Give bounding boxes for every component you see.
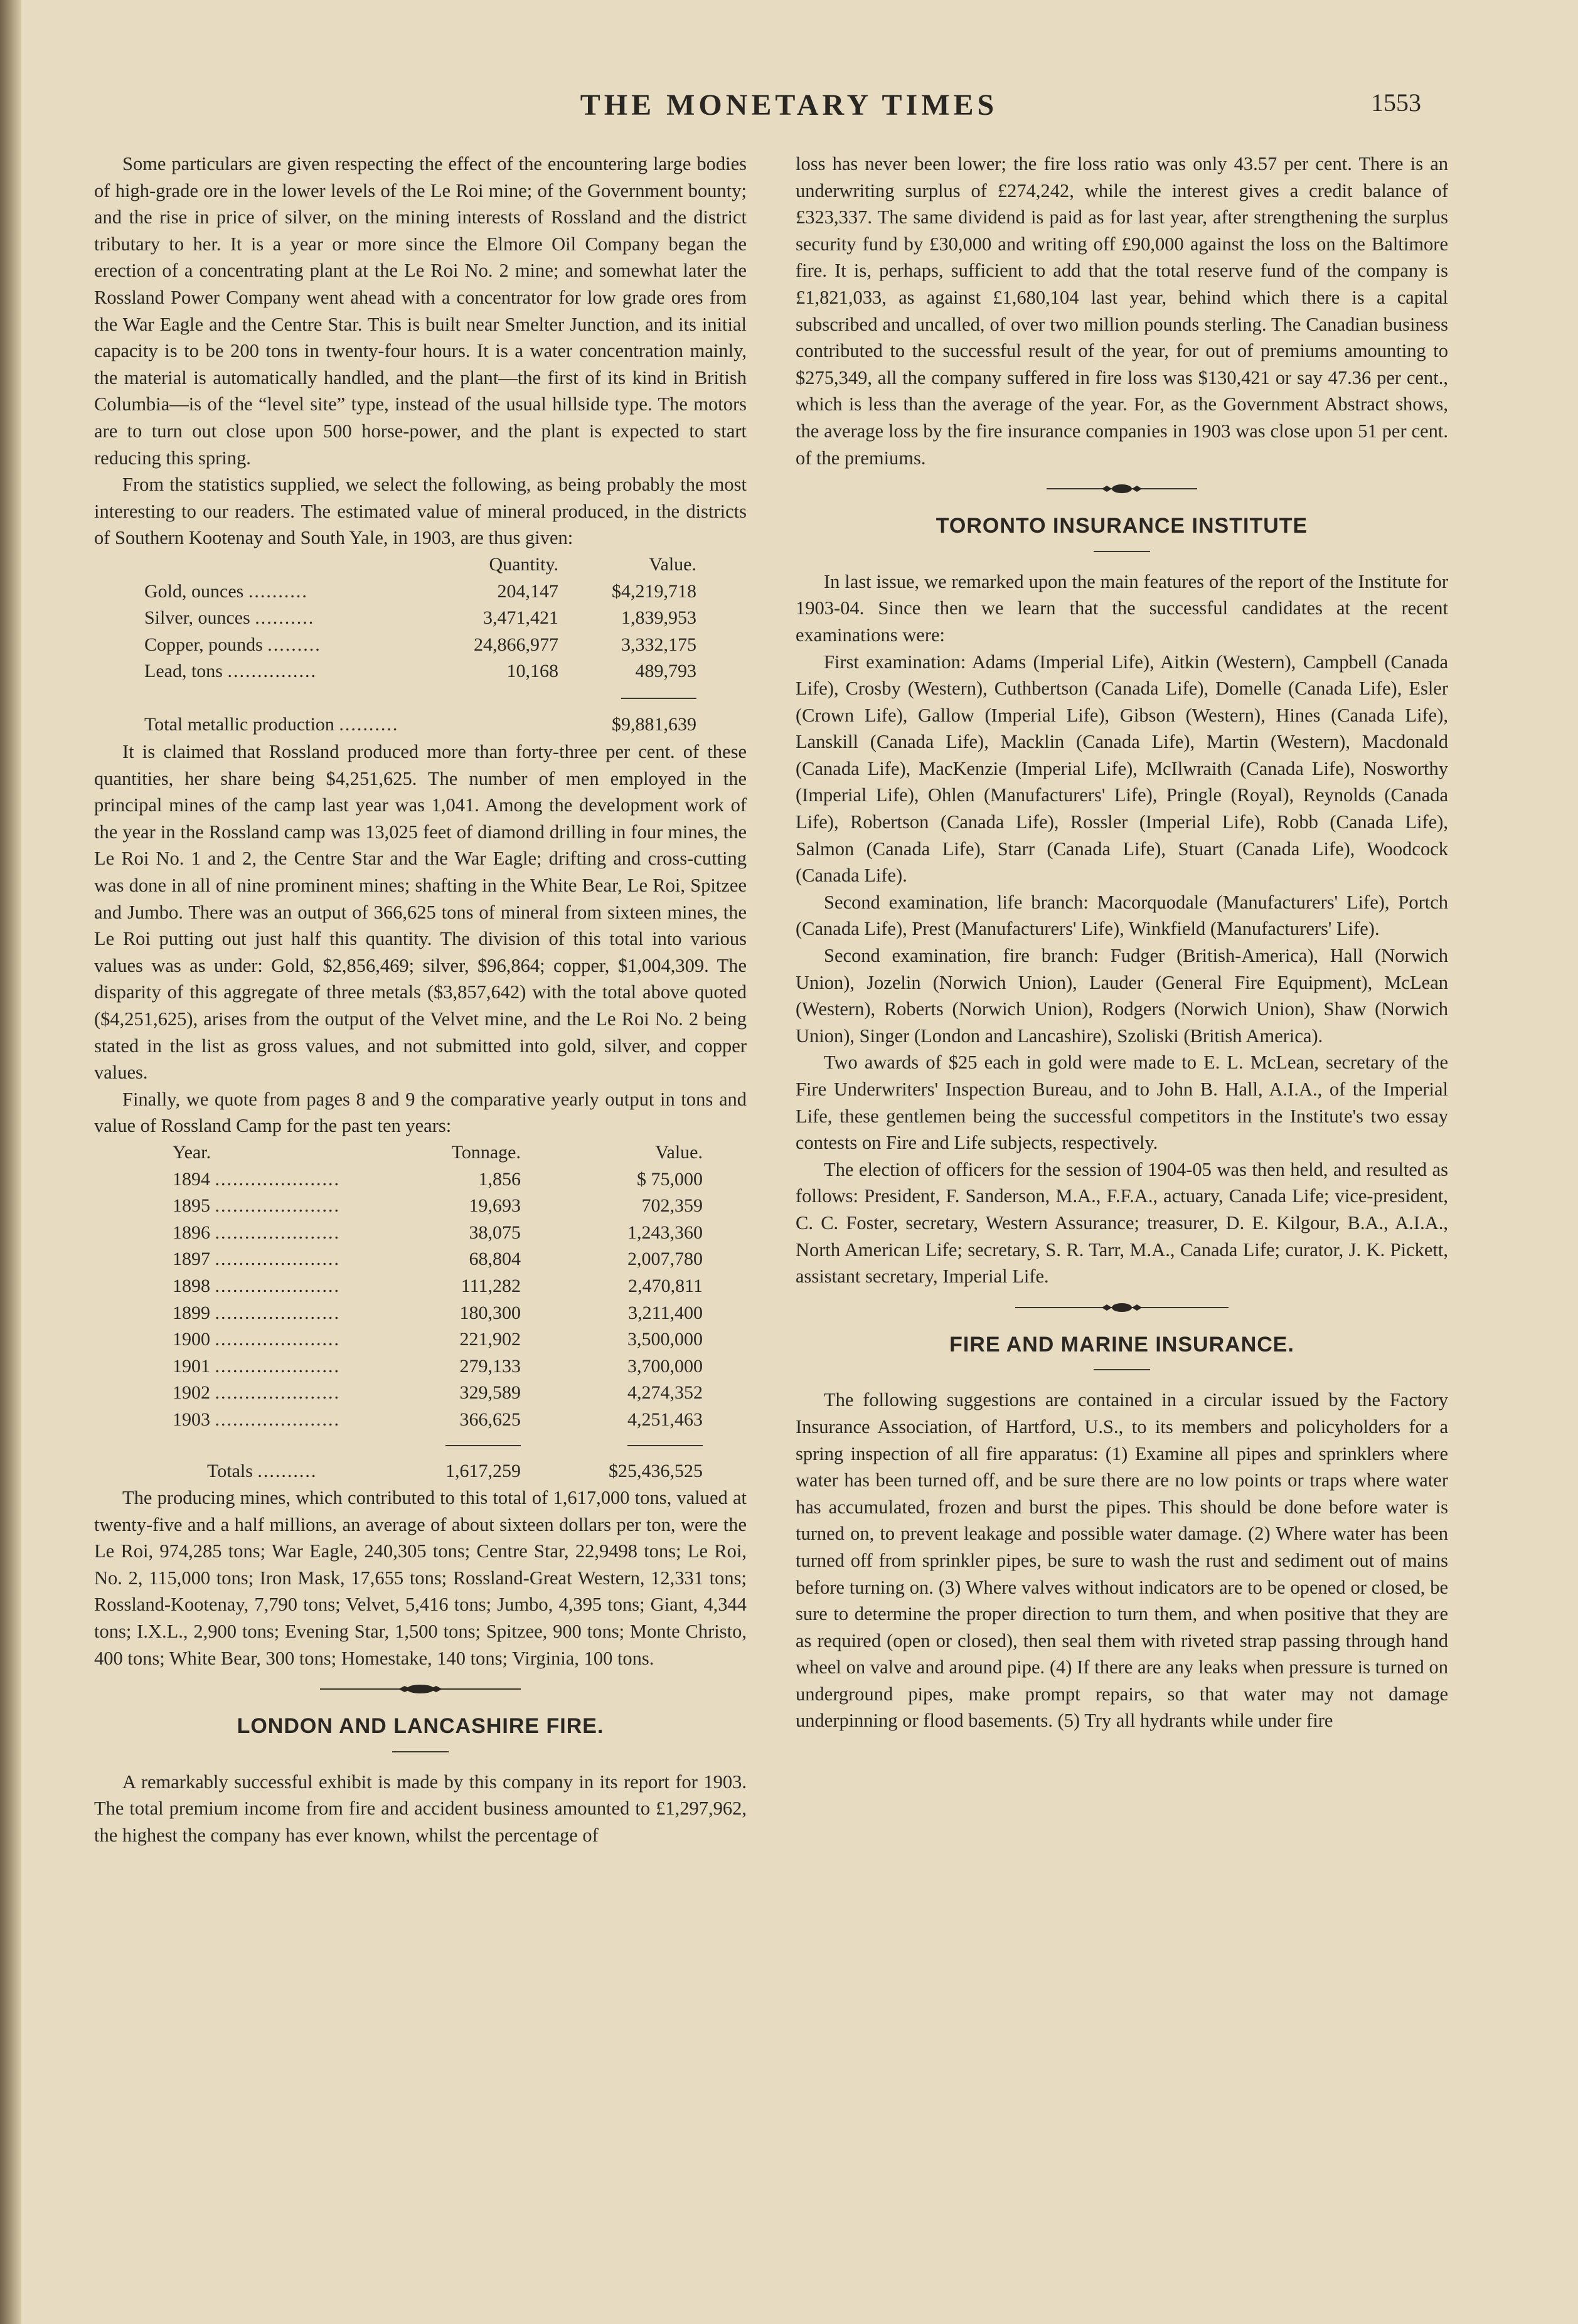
tonnage-cell: 19,693 bbox=[469, 1195, 521, 1217]
year-cell: 1900 bbox=[173, 1329, 210, 1350]
quantity-cell: 10,168 bbox=[506, 661, 558, 682]
year-cell: 1901 bbox=[173, 1355, 210, 1377]
tonnage-cell: 329,589 bbox=[459, 1382, 521, 1404]
paragraph: A remarkably successful exhibit is made by this company in its report for 1903. The total premium income from fire and accident business amounted to £1,297,962, the highest the company has ever known, whilst the percentage of bbox=[94, 1771, 747, 1847]
paragraph: Second examination, life branch: Macorquodale (Manufacturers' Life), Portch (Canada Life), Prest (Manufacturers' Life), Winkfield (Manufacturers' Life). bbox=[796, 891, 1448, 940]
tonnage-cell: 1,856 bbox=[478, 1168, 521, 1190]
paragraph: Some particulars are given respecting the effect of the encountering large bodies of high-grade ore in the lower levels of the Le Roi mine; of the Government bounty; and the rise in price of silver, on the mining interests of Rossland and the district tributary to her. It is a year or more since the Elmore Oil Company began the erection of a concentrating plant at the Le Roi No. 2 mine; and somewhat later the Rossland Power Company went ahead with a concentrator for low grade ores from the War Eagle and the Centre Star. This is built near Smelter Junction, and its initial capacity is to be 200 tons in twenty-four hours. It is a water concentration mainly, the material is automatically handled, and the plant—the first of its kind in British Columbia—is of the “level site” type, instead of the usual hillside type. The motors are to turn out close upon 500 horse-power, and the plant is expected to start reducing this spring. bbox=[94, 153, 747, 469]
year-cell: 1897 bbox=[173, 1249, 210, 1270]
section-heading-fire-marine: FIRE AND MARINE INSURANCE. bbox=[949, 1332, 1294, 1357]
column-header: Quantity. bbox=[489, 553, 558, 575]
paragraph: First examination: Adams (Imperial Life), Aitkin (Western), Campbell (Canada Life), Crosby (Western), Cuthbertson (Canada Life), Domelle (Canada Life), Esler (Crown Life), Gallow (Imperial Life), Gibson (Western), Hines (Canada Life), Lanskill (Canada Life), Macklin (Canada Life), Martin (Western), Macdonald (Canada Life), MacKenzie (Imperial Life), McIlwraith (Canada Life), Nosworthy (Imperial Life), Ohlen (Manufacturers' Life), Pringle (Royal), Reynolds (Canada Life), Robertson (Canada Life), Rossler (Imperial Life), Robb (Canada Life), Salmon (Canada Life), Starr (Canada Life), Stuart (Canada Life), Woodcock (Canada Life). bbox=[796, 651, 1448, 887]
sum-rule bbox=[627, 1445, 703, 1446]
value-cell: 2,007,780 bbox=[627, 1249, 703, 1270]
table-row: 1898 ..................... 111,282 2,470,811 bbox=[173, 1273, 703, 1300]
paragraph: It is claimed that Rossland produced more than forty-three per cent. of these quantities, her share being $4,251,625. The number of men employed in the principal mines of the camp last year was 1,041. Among the development work of the year in the Rossland camp was 13,025 feet of diamond drilling in four mines, the Le Roi No. 1 and 2, the Centre Star and the War Eagle; drifting and cross-cutting was done in all of nine prominent mines; shafting in the White Bear, Le Roi, Spitzee and Jumbo. There was an output of 366,625 tons of mineral from sixteen mines, the Le Roi putting out just half this quantity. The division of this total into various values was as under: Gold, $2,856,469; silver, $96,864; copper, $1,004,309. The disparity of this aggregate of three metals ($3,857,642) with the total above quoted ($4,251,625), arises from the output of the Velvet mine, and the Le Roi No. 2 being stated in the list as gross values, and not submitted into gold, silver, and copper values. bbox=[94, 741, 747, 1084]
tonnage-cell: 180,300 bbox=[459, 1302, 521, 1323]
total-tonnage: 1,617,259 bbox=[445, 1460, 521, 1481]
tonnage-cell: 111,282 bbox=[461, 1275, 521, 1296]
table-row: 1897 ..................... 68,804 2,007,780 bbox=[173, 1246, 703, 1273]
year-cell: 1894 bbox=[173, 1168, 210, 1190]
column-header: Tonnage. bbox=[451, 1141, 521, 1163]
column-header: Year. bbox=[173, 1141, 211, 1163]
quantity-cell: 24,866,977 bbox=[474, 634, 558, 655]
table-row: 1896 ..................... 38,075 1,243,360 bbox=[173, 1220, 703, 1247]
paragraph: Two awards of $25 each in gold were made to E. L. McLean, secretary of the Fire Underwriters' Inspection Bureau, and to John B. Hall, A.I.A., of the Imperial Life, these gentlemen being the successful competitors in the Institute's two essay contests on Fire and Life subjects, respectively. bbox=[796, 1052, 1448, 1154]
paragraph: The producing mines, which contributed to this total of 1,617,000 tons, valued at twenty-five and a half millions, an average of about sixteen dollars per ton, were the Le Roi, 974,285 tons; War Eagle, 240,305 tons; Centre Star, 22,9498 tons; Le Roi, No. 2, 115,000 tons; Iron Mask, 17,655 tons; Rossland-Great Western, 12,331 tons; Rossland-Kootenay, 7,790 tons; Velvet, 5,416 tons; Jumbo, 4,395 tons; Giant, 4,344 tons; I.X.L., 2,900 tons; Evening Star, 1,500 tons; Spitzee, 900 tons; Monte Christo, 400 tons; White Bear, 300 tons; Homestake, 140 tons; Virginia, 100 tons. bbox=[94, 1487, 747, 1669]
table-row: 1901 ..................... 279,133 3,700,000 bbox=[173, 1353, 703, 1380]
column-header: Value. bbox=[655, 1141, 703, 1163]
yearly-output-table bbox=[173, 1139, 703, 1484]
tonnage-cell: 366,625 bbox=[459, 1409, 521, 1430]
year-cell: 1896 bbox=[173, 1222, 210, 1243]
value-cell: 1,839,953 bbox=[621, 607, 696, 629]
section-ornament bbox=[1015, 1301, 1229, 1314]
row-label: Gold, ounces bbox=[144, 580, 244, 602]
section-heading-london: LONDON AND LANCASHIRE FIRE. bbox=[237, 1714, 604, 1739]
quantity-cell: 3,471,421 bbox=[483, 607, 558, 629]
sum-rule bbox=[621, 698, 696, 699]
value-cell: $4,219,718 bbox=[612, 580, 696, 602]
book-spine-edge bbox=[0, 0, 21, 2324]
year-cell: 1899 bbox=[173, 1302, 210, 1323]
mineral-production-table bbox=[144, 552, 696, 738]
section-ornament bbox=[1047, 482, 1197, 495]
tonnage-cell: 221,902 bbox=[459, 1329, 521, 1350]
table-total-row: Totals .......... 1,617,259 $25,436,525 bbox=[173, 1458, 703, 1485]
year-cell: 1898 bbox=[173, 1275, 210, 1296]
value-cell: 2,470,811 bbox=[628, 1275, 703, 1296]
paragraph: Finally, we quote from pages 8 and 9 the comparative yearly output in tons and value of Rossland Camp for the past ten years: bbox=[94, 1088, 747, 1137]
value-cell: 3,700,000 bbox=[627, 1355, 703, 1377]
page-number: 1553 bbox=[1371, 88, 1421, 117]
paragraph: Second examination, fire branch: Fudger (British-America), Hall (Norwich Union), Jozelin (Norwich Union), Lauder (General Fire Equipment), McLean (Western), Roberts (Norwich Union), Rodgers (Norwich Union), Shaw (Norwich Union), Singer (London and Lancashire), Szoliski (British America). bbox=[796, 945, 1448, 1047]
table-row: 1902 ..................... 329,589 4,274,352 bbox=[173, 1380, 703, 1407]
table-row: 1899 ..................... 180,300 3,211,400 bbox=[173, 1300, 703, 1327]
table-row: 1903 ..................... 366,625 4,251,463 bbox=[173, 1407, 703, 1434]
year-cell: 1895 bbox=[173, 1195, 210, 1217]
value-cell: 1,243,360 bbox=[627, 1222, 703, 1243]
tonnage-cell: 68,804 bbox=[469, 1249, 521, 1270]
table-row: Copper, pounds ......... 24,866,977 3,332,175 bbox=[144, 632, 696, 659]
left-column bbox=[94, 151, 747, 1849]
tonnage-cell: 38,075 bbox=[469, 1222, 521, 1243]
heading-rule bbox=[1094, 551, 1150, 552]
table-row: Silver, ounces .......... 3,471,421 1,839,953 bbox=[144, 605, 696, 632]
heading-rule bbox=[1094, 1369, 1150, 1370]
row-label: Silver, ounces bbox=[144, 607, 250, 629]
total-label: Totals bbox=[207, 1460, 253, 1481]
year-cell: 1902 bbox=[173, 1382, 210, 1404]
heading-rule bbox=[392, 1751, 449, 1752]
section-ornament bbox=[320, 1683, 521, 1695]
page-header bbox=[0, 88, 1578, 132]
table-row: 1894 ..................... 1,856 $ 75,000 bbox=[173, 1166, 703, 1193]
sum-rule bbox=[445, 1445, 521, 1446]
section-heading-toronto: TORONTO INSURANCE INSTITUTE bbox=[936, 514, 1308, 538]
masthead-title: THE MONETARY TIMES bbox=[580, 88, 998, 122]
column-header: Value. bbox=[649, 553, 696, 575]
paragraph: The following suggestions are contained in a circular issued by the Factory Insurance Association, of Hartford, U.S., to its members and policyholders for a spring inspection of all fire apparatus: (1) Examine all pipes and sprinklers where water has been turned off, and be sure there are no low points or traps where water has accumulated, frozen and burst the pipes. This should be done before water is turned on, to prevent leakage and possible water damage. (2) Where water has been turned off from sprinkler pipes, be sure to wash the rust and sediment out of mains before turning on. (3) Where valves without indicators are to be opened or closed, be sure to determine the proper direction to turn them, and when positive that they are as required (open or closed), then seal them with riveted strap passing through hand wheel on valve and around pipe. (4) If there are any leaks when pressure is turned on underground pipes, make prompt repairs, so that water may not damage underpinning or flood basements. (5) Try all hydrants while under fire bbox=[796, 1389, 1448, 1732]
quantity-cell: 204,147 bbox=[497, 580, 558, 602]
table-row: 1895 ..................... 19,693 702,359 bbox=[173, 1193, 703, 1220]
total-value: $9,881,639 bbox=[612, 714, 696, 735]
value-cell: 4,274,352 bbox=[627, 1382, 703, 1404]
paragraph: From the statistics supplied, we select the following, as being probably the most interesting to our readers. The estimated value of mineral produced, in the districts of Southern Kootenay and South Yale, in 1903, are thus given: bbox=[94, 474, 747, 549]
tonnage-cell: 279,133 bbox=[459, 1355, 521, 1377]
paragraph: loss has never been lower; the fire loss ratio was only 43.57 per cent. There is an underwriting surplus of £274,242, while the interest gives a credit balance of £323,337. The same dividend is paid as for last year, after strengthening the surplus security fund by £30,000 and writing off £90,000 against the loss on the Baltimore fire. It is, perhaps, sufficient to add that the total reserve fund of the company is £1,821,033, as against £1,680,104 last year, behind which there is a capital subscribed and uncalled, of over two million pounds sterling. The Canadian business contributed to the successful result of the year, for out of premiums amounting to $275,349, all the company suffered in fire loss was $130,421 or say 47.36 per cent., which is less than the average of the year. For, as the Government Abstract shows, the average loss by the fire insurance companies in 1903 was close upon 51 per cent. of the premiums. bbox=[796, 153, 1448, 469]
value-cell: 489,793 bbox=[635, 661, 696, 682]
paragraph: In last issue, we remarked upon the main features of the report of the Institute for 1903-04. Since then we learn that the successful candidates at the recent examinations were: bbox=[796, 570, 1448, 646]
right-column bbox=[796, 151, 1448, 1734]
paragraph: The election of officers for the session of 1904-05 was then held, and resulted as follows: President, F. Sanderson, M.A., F.F.A., actuary, Canada Life; vice-president, C. C. Foster, secretary, Western Assurance; treasurer, D. E. Kilgour, B.A., A.I.A., North American Life; secretary, S. R. Tarr, M.A., Canada Life; curator, J. K. Pickett, assistant secretary, Imperial Life. bbox=[796, 1158, 1448, 1287]
row-label: Copper, pounds bbox=[144, 634, 263, 655]
row-label: Lead, tons bbox=[144, 661, 223, 682]
total-value: $25,436,525 bbox=[609, 1460, 703, 1481]
value-cell: 4,251,463 bbox=[627, 1409, 703, 1430]
total-label: Total metallic production bbox=[144, 714, 334, 735]
value-cell: $ 75,000 bbox=[637, 1168, 703, 1190]
table-row: Lead, tons ............... 10,168 489,793 bbox=[144, 658, 696, 685]
table-total-row: Total metallic production .......... $9,881,639 bbox=[144, 712, 696, 738]
table-row: 1900 ..................... 221,902 3,500,000 bbox=[173, 1326, 703, 1353]
value-cell: 3,332,175 bbox=[621, 634, 696, 655]
value-cell: 702,359 bbox=[641, 1195, 703, 1217]
year-cell: 1903 bbox=[173, 1409, 210, 1430]
table-row: Gold, ounces .......... 204,147 $4,219,718 bbox=[144, 578, 696, 605]
value-cell: 3,211,400 bbox=[628, 1302, 703, 1323]
value-cell: 3,500,000 bbox=[627, 1329, 703, 1350]
